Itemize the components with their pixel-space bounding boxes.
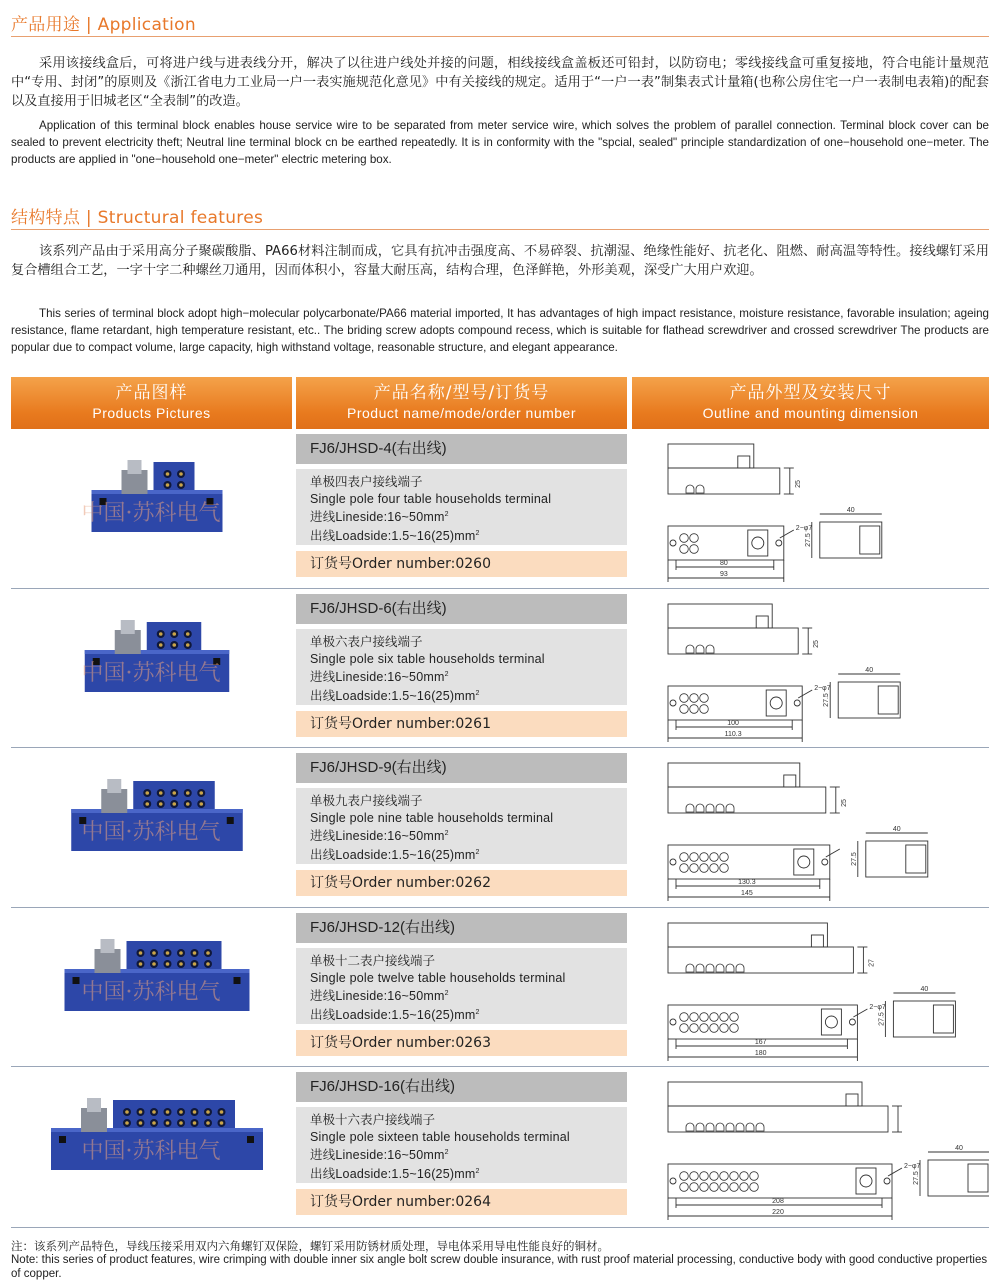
product-model: FJ6/JHSD-9(右出线) bbox=[296, 753, 627, 783]
dim-outer-length: 110.3 bbox=[724, 731, 742, 738]
application-divider bbox=[11, 36, 989, 37]
watermark: 中国·苏科电气 bbox=[81, 661, 221, 686]
application-title: 产品用途 | Application bbox=[11, 15, 196, 35]
structure-text-cn: 该系列产品由于采用高分子聚碳酸脂、PA66材料注制而成，它具有抗冲击强度高、不易碎裂、抗潮湿、绝缘性能好、抗老化、阻燃、耐高温等特性。接线螺钉采用复合槽组合工艺，一字十字二种螺丝刀通用，因而体积小，容量大耐压高，结构合理，色泽鲜艳，外形美观，深受广大用户欢迎。 bbox=[11, 244, 989, 278]
application-text-en: Application of this terminal block enables house service wire to be separated from meter service wire, which solves the problem of parallel connection. Terminal block cover can be sealed to prevent electricity theft; Neutral line terminal block cn be earthed repeatedly. It is in conformity with the "spcial, sealed" principle standardization of one−household one−meter. The products are applied in "one−household one−meter" electric metering box. bbox=[11, 119, 989, 166]
dim-inner-length: 208 bbox=[772, 1198, 784, 1205]
footnote-cn: 注：该系列产品特色，导线压接采用双内六角螺钉双保险，螺钉采用防锈材质处理，导电体采用导电性能良好的铜材。 bbox=[11, 1239, 609, 1253]
dimension-drawing bbox=[632, 432, 989, 591]
header-en: Outline and mounting dimension bbox=[702, 405, 919, 421]
footnote-en: Note: this series of product features, wire crimping with double inner six angle bolt screw double insurance, with rust proof material processing, conductive body with good conductive properties of copper. bbox=[11, 1254, 988, 1280]
header-cn: 产品外型及安装尺寸 bbox=[729, 383, 892, 403]
dim-side-width: 40 bbox=[846, 507, 855, 514]
product-description bbox=[296, 948, 627, 1024]
dim-depth: 27.5 bbox=[823, 693, 831, 707]
header-product-name bbox=[296, 377, 627, 429]
dim-outer-length: 180 bbox=[754, 1050, 767, 1057]
row-divider bbox=[11, 907, 989, 908]
product-name-cn: 单极四表户接线端子 bbox=[310, 474, 423, 489]
loadside-spec: 出线$Loadside:1.5\sim 16(25)mm^2$ bbox=[310, 847, 480, 862]
row-divider bbox=[11, 588, 989, 589]
product-model: FJ6/JHSD-4(右出线) bbox=[296, 434, 627, 464]
order-number: 订货号Order number:0263 bbox=[296, 1030, 627, 1056]
dim-inner-length: 167 bbox=[754, 1039, 767, 1046]
header-outline-dimension bbox=[632, 377, 989, 429]
product-photo bbox=[11, 911, 292, 1070]
dim-hole: 2−φ7 bbox=[904, 1163, 921, 1170]
dim-depth: 27.5 bbox=[804, 533, 812, 547]
loadside-spec: 出线$Loadside:1.5\sim 16(25)mm^2$ bbox=[310, 528, 480, 543]
watermark: 中国·苏科电气 bbox=[81, 1139, 221, 1164]
dim-height: 25 bbox=[813, 640, 821, 648]
footnote bbox=[11, 1239, 989, 1281]
header-en: Product name/mode/order number bbox=[347, 405, 576, 421]
header-products-pictures bbox=[11, 377, 292, 429]
product-name-en: Single pole four table households terminal bbox=[310, 491, 552, 506]
product-name-cn: 单极十二表户接线端子 bbox=[310, 953, 436, 968]
row-divider bbox=[11, 1066, 989, 1067]
product-name-en: Single pole sixteen table households terminal bbox=[310, 1129, 570, 1144]
dim-outer-length: 220 bbox=[772, 1209, 784, 1216]
product-name-en: Single pole nine table households terminal bbox=[310, 810, 554, 825]
dim-side-width: 40 bbox=[865, 667, 874, 674]
product-description bbox=[296, 1107, 627, 1183]
loadside-spec: 出线$Loadside:1.5\sim 16(25)mm^2$ bbox=[310, 688, 480, 703]
order-number: 订货号Order number:0261 bbox=[296, 711, 627, 737]
product-photo bbox=[11, 1070, 292, 1229]
lineside-spec: 进线$Lineside:16\sim 50mm^2$ bbox=[310, 510, 449, 525]
product-name-cn: 单极十六表户接线端子 bbox=[310, 1112, 436, 1127]
order-number: 订货号Order number:0260 bbox=[296, 551, 627, 577]
dimension-drawing bbox=[632, 592, 989, 751]
order-number: 订货号Order number:0264 bbox=[296, 1189, 627, 1215]
product-name-cn: 单极九表户接线端子 bbox=[310, 793, 423, 808]
watermark: 中国·苏科电气 bbox=[81, 980, 221, 1005]
application-text-cn: 采用该接线盒后，可将进户线与进表线分开，解决了以往进户线处并接的问题，相线接线盒盖板还可铅封，以防窃电；零线接线盒可重复接地，符合电能计量规范中“专用、封闭”的原则及《浙江省电力工业局一户一表实施规范化意见》中有关接线的规定。适用于“一户一表”制集表式计量箱(也称公房住宅一户一表制电表箱)的配套以及直接用于旧城老区“全表制”的改造。 bbox=[11, 56, 989, 109]
dim-depth: 27.5 bbox=[878, 1012, 886, 1026]
row-divider bbox=[11, 747, 989, 748]
product-photo bbox=[11, 751, 292, 910]
product-model: FJ6/JHSD-16(右出线) bbox=[296, 1072, 627, 1102]
dim-inner-length: 100 bbox=[727, 720, 739, 727]
watermark: 中国·苏科电气 bbox=[81, 501, 221, 526]
product-name-en: Single pole six table households terminal bbox=[310, 651, 545, 666]
product-photo bbox=[11, 432, 292, 591]
product-photo bbox=[11, 592, 292, 751]
dimension-drawing bbox=[632, 1070, 989, 1229]
order-number: 订货号Order number:0262 bbox=[296, 870, 627, 896]
dim-inner-length: 130.3 bbox=[738, 879, 756, 886]
product-model: FJ6/JHSD-12(右出线) bbox=[296, 913, 627, 943]
structure-title: 结构特点 | Structural features bbox=[11, 208, 264, 228]
dim-height: 25 bbox=[794, 480, 802, 488]
product-name-cn: 单极六表户接线端子 bbox=[310, 634, 423, 649]
product-name-en: Single pole twelve table households terminal bbox=[310, 970, 566, 985]
product-model: FJ6/JHSD-6(右出线) bbox=[296, 594, 627, 624]
lineside-spec: 进线$Lineside:16\sim 50mm^2$ bbox=[310, 829, 449, 844]
watermark: 中国·苏科电气 bbox=[81, 820, 221, 845]
lineside-spec: 进线$Lineside:16\sim 50mm^2$ bbox=[310, 670, 449, 685]
dim-height: 25 bbox=[840, 799, 848, 807]
lineside-spec: 进线$Lineside:16\sim 50mm^2$ bbox=[310, 1148, 449, 1163]
dim-outer-length: 145 bbox=[741, 890, 753, 897]
dim-hole: 2−φ7 bbox=[869, 1004, 886, 1011]
dim-side-width: 40 bbox=[920, 986, 929, 993]
structure-divider bbox=[11, 229, 989, 230]
dimension-drawing bbox=[632, 911, 989, 1070]
dimension-drawing bbox=[632, 751, 989, 910]
header-en: Products Pictures bbox=[92, 405, 211, 421]
product-description bbox=[296, 629, 627, 705]
dim-hole: 2−φ7 bbox=[814, 685, 831, 692]
loadside-spec: 出线$Loadside:1.5\sim 16(25)mm^2$ bbox=[310, 1166, 480, 1181]
dim-depth: 27.5 bbox=[850, 852, 858, 866]
dim-height: 27 bbox=[868, 959, 876, 967]
header-cn: 产品图样 bbox=[115, 383, 188, 403]
dim-side-width: 40 bbox=[955, 1145, 963, 1152]
loadside-spec: 出线$Loadside:1.5\sim 16(25)mm^2$ bbox=[310, 1007, 480, 1022]
dim-inner-length: 80 bbox=[720, 560, 728, 567]
product-description bbox=[296, 788, 627, 864]
product-description bbox=[296, 469, 627, 545]
header-cn: 产品名称/型号/订货号 bbox=[373, 383, 550, 403]
dim-depth: 27.5 bbox=[913, 1171, 920, 1185]
structure-text-en: This series of terminal block adopt high−molecular polycarbonate/PA66 material imported, It has advantages of high impact resistance, moisture resistance, favorable insulation; ageing resistance, flame retardant, high temperature resistant, etc.. The briding screw adopts compound recess, which is suitable for flathead screwdriver and crossed screwdriver The products are popular due to compact volume, large capacity, high withstand voltage, reasonable structure, and elegant appearance. bbox=[11, 307, 989, 354]
table-bottom-divider bbox=[11, 1227, 989, 1228]
lineside-spec: 进线$Lineside:16\sim 50mm^2$ bbox=[310, 989, 449, 1004]
dim-side-width: 40 bbox=[892, 826, 901, 833]
dim-hole: 2−φ7 bbox=[795, 525, 813, 532]
dim-outer-length: 93 bbox=[720, 571, 728, 578]
